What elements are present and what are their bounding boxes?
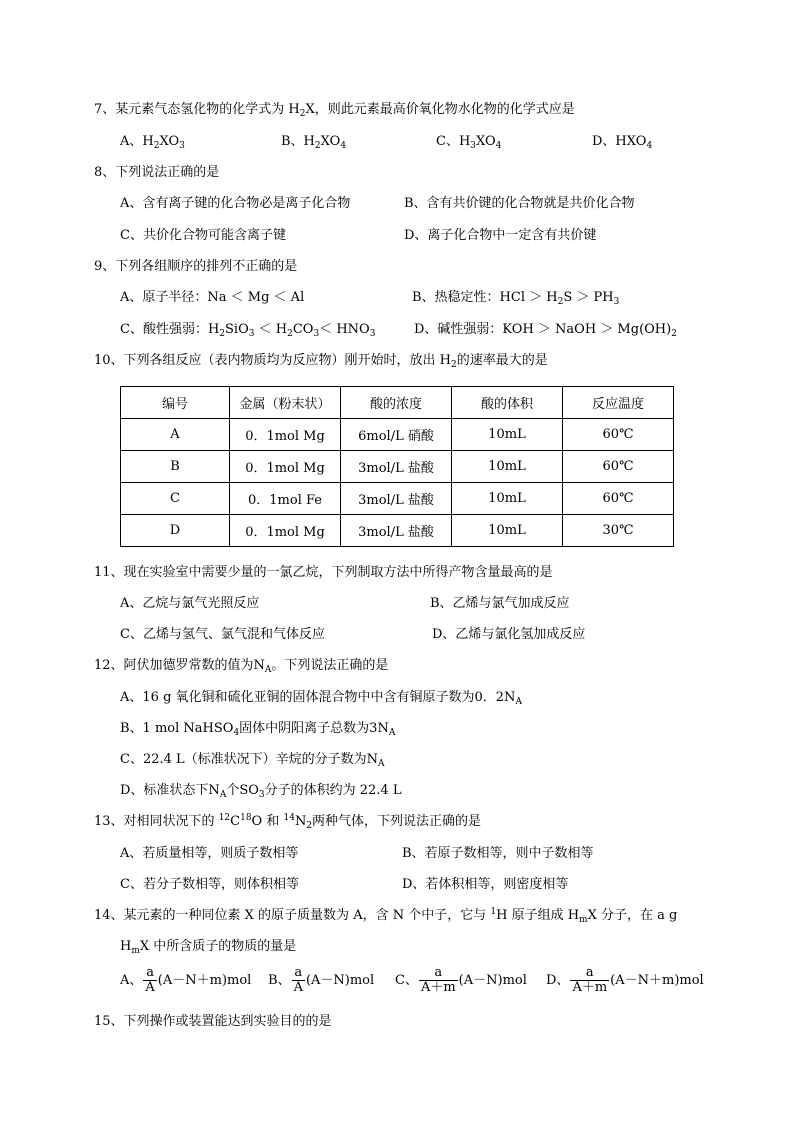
table-cell: 30℃ [563,515,674,547]
reaction-table [120,386,674,547]
table-header: 酸的体积 [452,387,563,419]
table-header: 编号 [121,387,230,419]
question-14-option-b: B、 $\frac{a}{A}$ (A－N)mol [268,965,375,995]
question-13-option-a: A、若质量相等，则质子数相等 [120,846,299,861]
table-cell: 60℃ [563,419,674,451]
table-cell: B [121,451,230,483]
question-13-stem: 13、对相同状况下的 $^{12}C^{18}O$ 和 $^{14}N_2$两种气体，下列说法正确的是 [94,813,482,831]
question-11-stem: 11、现在实验室中需要少量的一氯乙烷，下列制取方法中所得产物含量最高的是 [94,565,553,580]
table-row [121,483,674,515]
question-14-option-d: D、 $\frac{a}{A+m}$ (A－N＋m)mol [546,965,704,995]
fraction: $\frac{a}{A+m}$ [420,965,456,995]
table-row [121,419,674,451]
table-header: 金属（粉末状） [230,387,341,419]
question-13-option-d: D、若体积相等，则密度相等 [402,877,569,892]
question-12-option-d: D、标准状态下$N_A$个$SO_3$分子的体积约为 22.4 L [120,783,402,800]
question-12-option-c: C、22.4 L（标准状况下）辛烷的分子数为$N_A$ [120,752,385,769]
question-9-stem: 9、下列各组顺序的排列不正确的是 [94,259,298,274]
question-14-stem-line-1: 14、某元素的一种同位素 X 的原子质量数为 A，含 N 个中子，它与 $^1$H 原子组成 $H_mX$ 分子，在 a g [94,907,678,925]
question-12-stem: 12、阿伏加德罗常数的值为$N_A$。下列说法正确的是 [94,658,389,675]
question-12-option-a: A、16 g 氧化铜和硫化亚铜的固体混合物中中含有铜原子数为0．$2N_A$ [120,690,522,707]
question-9-option-c: C、酸性强弱：$H_2SiO_3 < H_2CO_3< HNO_3$ [120,322,376,339]
question-12-option-b: B、1 mol NaHSO$_4$固体中阴阳离子总数为$3N_A$ [120,721,396,738]
question-7-option-d: D、$HXO_4$ [592,134,653,151]
table-cell: 0．1mol Mg [230,451,341,483]
question-10-stem: 10、下列各组反应（表内物质均为反应物）刚开始时，放出 $H_2$的速率最大的是 [94,353,548,370]
table-row [121,515,674,547]
table-row [121,451,674,483]
question-9-option-a: A、原子半径：Na ＜ Mg ＜ Al [120,290,305,305]
question-7-option-b: B、$H_2XO_4$ [281,134,347,151]
fraction: $\frac{a}{A+m}$ [572,965,608,995]
table-cell: 60℃ [563,483,674,515]
table-cell: 0．1mol Fe [230,483,341,515]
question-11-option-b: B、乙烯与氯气加成反应 [430,596,570,611]
question-7-stem: 7、某元素气态氢化物的化学式为 $H_2X$，则此元素最高价氧化物水化物的化学式应是 [94,102,575,119]
table-cell: A [121,419,230,451]
fraction: $\frac{a}{A}$ [145,965,155,995]
table-cell: 10mL [452,451,563,483]
question-13-option-b: B、若原子数相等，则中子数相等 [402,846,594,861]
question-8-option-b: B、含有共价键的化合物就是共价化合物 [404,196,635,211]
question-8-option-c: C、共价化合物可能含离子键 [120,228,286,243]
question-8-option-d: D、离子化合物中一定含有共价键 [404,228,597,243]
table-cell: 10mL [452,419,563,451]
table-cell: 60℃ [563,451,674,483]
table-cell: 3mol/L 盐酸 [341,451,452,483]
question-14-stem-line-2: $H_mX$ 中所含质子的物质的量是 [120,939,297,956]
table-cell: 10mL [452,483,563,515]
table-cell: 10mL [452,515,563,547]
question-14-option-a: A、 $\frac{a}{A}$ (A－N＋m)mol [120,965,252,995]
question-11-option-c: C、乙烯与氢气、氯气混和气体反应 [120,627,325,642]
table-cell: D [121,515,230,547]
question-8-stem: 8、下列说法正确的是 [94,165,220,180]
question-9-option-b: B、热稳定性：HCl ＞ $H_2S > PH_3$ [412,290,620,307]
table-header: 反应温度 [563,387,674,419]
table-cell: 0．1mol Mg [230,419,341,451]
table-cell: 3mol/L 盐酸 [341,515,452,547]
question-9-option-d: D、碱性强弱：KOH ＞ NaOH ＞ $Mg(OH)_2$ [414,322,677,339]
question-7-option-a: A、$H_2XO_3$ [120,134,185,151]
question-11-option-d: D、乙烯与氯化氢加成反应 [432,627,586,642]
table-cell: 3mol/L 盐酸 [341,483,452,515]
fraction: $\frac{a}{A}$ [293,965,303,995]
question-8-option-a: A、含有离子键的化合物必是离子化合物 [120,196,351,211]
table-header: 酸的浓度 [341,387,452,419]
table-cell: C [121,483,230,515]
question-11-option-a: A、乙烷与氯气光照反应 [120,596,260,611]
question-14-option-c: C、 $\frac{a}{A+m}$ (A－N)mol [395,965,527,995]
table-cell: 6mol/L 硝酸 [341,419,452,451]
table-header-row [121,387,674,419]
question-7-option-c: C、$H_3XO_4$ [436,134,502,151]
table-cell: 0．1mol Mg [230,515,341,547]
question-13-option-c: C、若分子数相等，则体积相等 [120,877,299,892]
question-15-stem: 15、下列操作或装置能达到实验目的的是 [94,1014,332,1029]
